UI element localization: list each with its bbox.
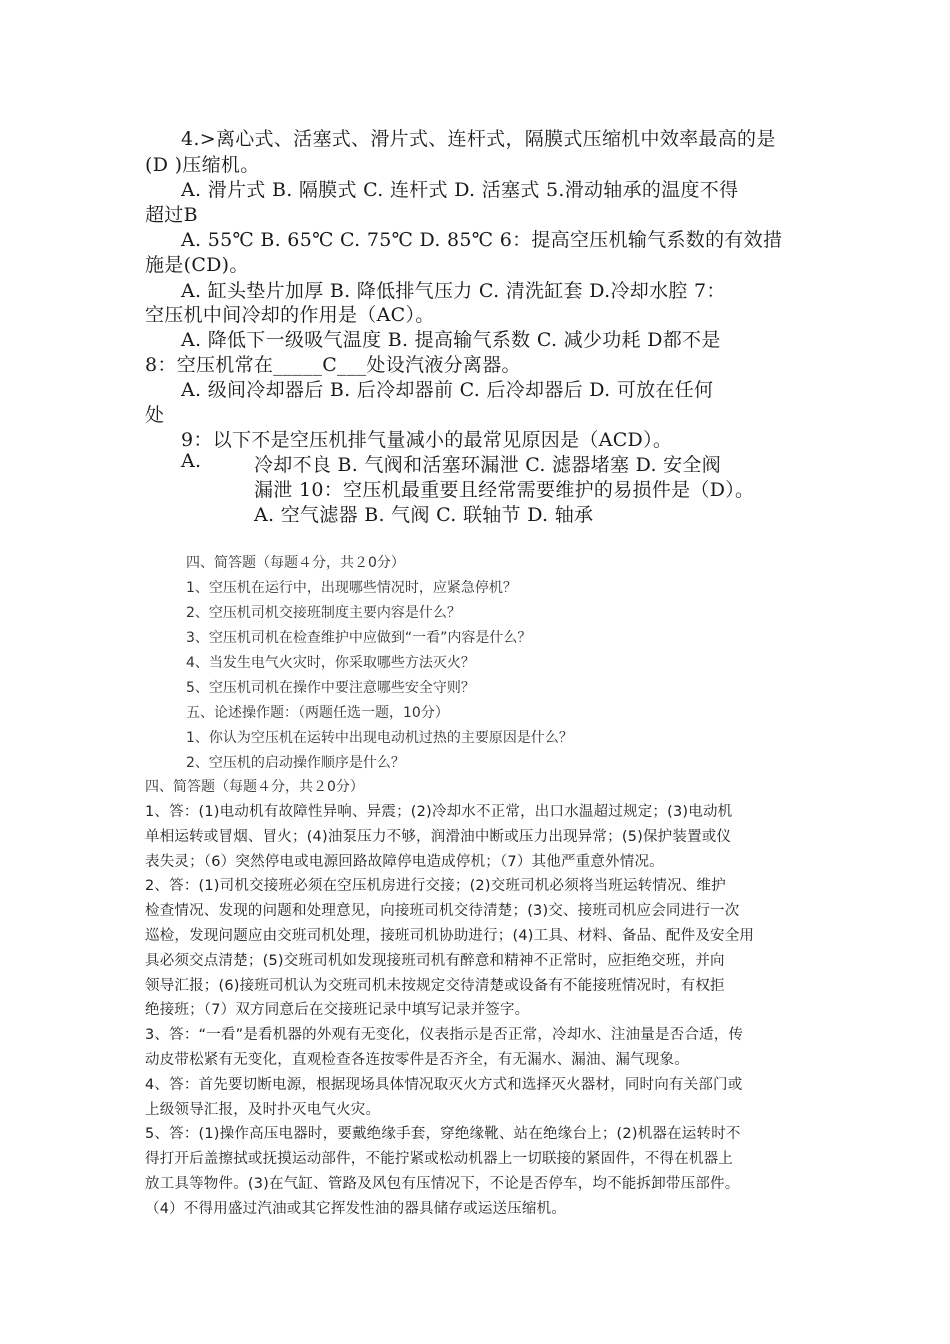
answer-line: 1、答：(1)电动机有故障性异响、异震；(2)冷却水不正常，出口水温超过规定；(3)电动机 (145, 804, 733, 820)
mc-line: 施是(CD)。 (145, 254, 249, 276)
answer-line: 巡检，发现问题应由交班司机处理，接班司机协助进行；(4)工具、材料、备品、配件及安全用 (145, 928, 755, 944)
mc-line: 处 (145, 404, 165, 426)
mc-line: 超过B (145, 204, 198, 226)
mc-line: A. 缸头垫片加厚 B. 降低排气压力 C. 清洗缸套 D.冷却水腔 7： (181, 280, 726, 302)
question-item: 4、当发生电气火灾时，你采取哪些方法灭火？ (186, 655, 475, 671)
mc-line: A. (181, 450, 202, 472)
answer-line: 检查情况、发现的问题和处理意见，向接班司机交待清楚；(3)交、接班司机应会同进行一次 (145, 903, 740, 919)
answer-line: 2、答：(1)司机交接班必须在空压机房进行交接；(2)交班司机必须将当班运转情况、维护 (145, 878, 726, 894)
section-heading: 四、简答题（每题４分，共２0分） (145, 779, 364, 795)
mc-line: A. 级间冷却器后 B. 后冷却器前 C. 后冷却器后 D. 可放在任何 (181, 379, 714, 401)
answer-line: 单相运转或冒烟、冒火；(4)油泵压力不够，润滑油中断或压力出现异常；(5)保护装置或仪 (145, 829, 732, 845)
answer-line: 4、答：首先要切断电源，根据现场具体情况取灭火方式和选择灭火器材，同时向有关部门或 (145, 1077, 743, 1093)
mc-line: 9：以下不是空压机排气量减小的最常见原因是（ACD）。 (181, 429, 673, 451)
mc-line: 冷却不良 B. 气阀和活塞环漏泄 C. 滤器堵塞 D. 安全阀 (254, 454, 722, 476)
mc-line: 8：空压机常在_____C___处设汽液分离器。 (145, 354, 521, 376)
question-item: 1、空压机在运行中，出现哪些情况时，应紧急停机？ (186, 580, 517, 596)
answer-line: 5、答：(1)操作高压电器时，要戴绝缘手套，穿绝缘靴、站在绝缘台上；(2)机器在运转时不 (145, 1126, 741, 1142)
section-heading: 五、论述操作题：（两题任选一题，10分） (186, 705, 449, 721)
mc-line: 空压机中间冷却的作用是（AC）。 (145, 304, 435, 326)
answer-line: 绝接班；（7）双方同意后在交接班记录中填写记录并签字。 (145, 1002, 530, 1018)
mc-line: A. 降低下一级吸气温度 B. 提高输气系数 C. 减少功耗 D都不是 (181, 329, 721, 351)
question-item: 2、空压机的启动操作顺序是什么？ (186, 755, 405, 771)
answer-line: 上级领导汇报，及时扑灭电气火灾。 (145, 1102, 381, 1118)
answer-line: 放工具等物件。(3)在气缸、管路及风包有压情况下，不论是否停车，均不能拆卸带压部件。 (145, 1176, 740, 1192)
answer-line: 表失灵；（6）突然停电或电源回路故障停电造成停机；（7）其他严重意外情况。 (145, 854, 664, 870)
answer-line: 领导汇报；(6)接班司机认为交班司机未按规定交待清楚或设备有不能接班情况时，有权拒 (145, 978, 725, 994)
question-item: 2、空压机司机交接班制度主要内容是什么？ (186, 605, 461, 621)
question-item: 1、你认为空压机在运转中出现电动机过热的主要原因是什么？ (186, 730, 573, 746)
mc-line: A. 滑片式 B. 隔膜式 C. 连杆式 D. 活塞式 5.滑动轴承的温度不得 (181, 179, 739, 201)
question-item: 5、空压机司机在操作中要注意哪些安全守则？ (186, 680, 475, 696)
question-item: 3、空压机司机在检查维护中应做到“一看”内容是什么？ (186, 630, 532, 646)
answer-line: 3、答：“一看”是看机器的外观有无变化，仪表指示是否正常，冷却水、注油量是否合适，传 (145, 1027, 744, 1043)
mc-line: A. 55℃ B. 65℃ C. 75℃ D. 85℃ 6：提高空压机输气系数的有效措 (181, 229, 783, 251)
answer-line: 动皮带松紧有无变化，直观检查各连按零件是否齐全，有无漏水、漏油、漏气现象。 (145, 1052, 689, 1068)
mc-line: A. 空气滤器 B. 气阀 C. 联轴节 D. 轴承 (254, 504, 594, 526)
answer-line: （4）不得用盛过汽油或其它挥发性油的器具储存或运送压缩机。 (145, 1201, 567, 1217)
mc-line: 4.>离心式、活塞式、滑片式、连杆式，隔膜式压缩机中效率最高的是 (181, 128, 776, 150)
mc-line: (D )压缩机。 (145, 154, 260, 176)
answer-line: 得打开后盖擦拭或抚摸运动部件，不能拧紧或松动机器上一切联接的紧固件，不得在机器上 (145, 1151, 733, 1167)
mc-line: 漏泄 10：空压机最重要且经常需要维护的易损件是（D）。 (254, 479, 755, 501)
answer-line: 具必须交点清楚；(5)交班司机如发现接班司机有醉意和精神不正常时，应拒绝交班，并向 (145, 953, 725, 969)
section-heading: 四、简答题（每题４分，共２0分） (186, 555, 405, 571)
